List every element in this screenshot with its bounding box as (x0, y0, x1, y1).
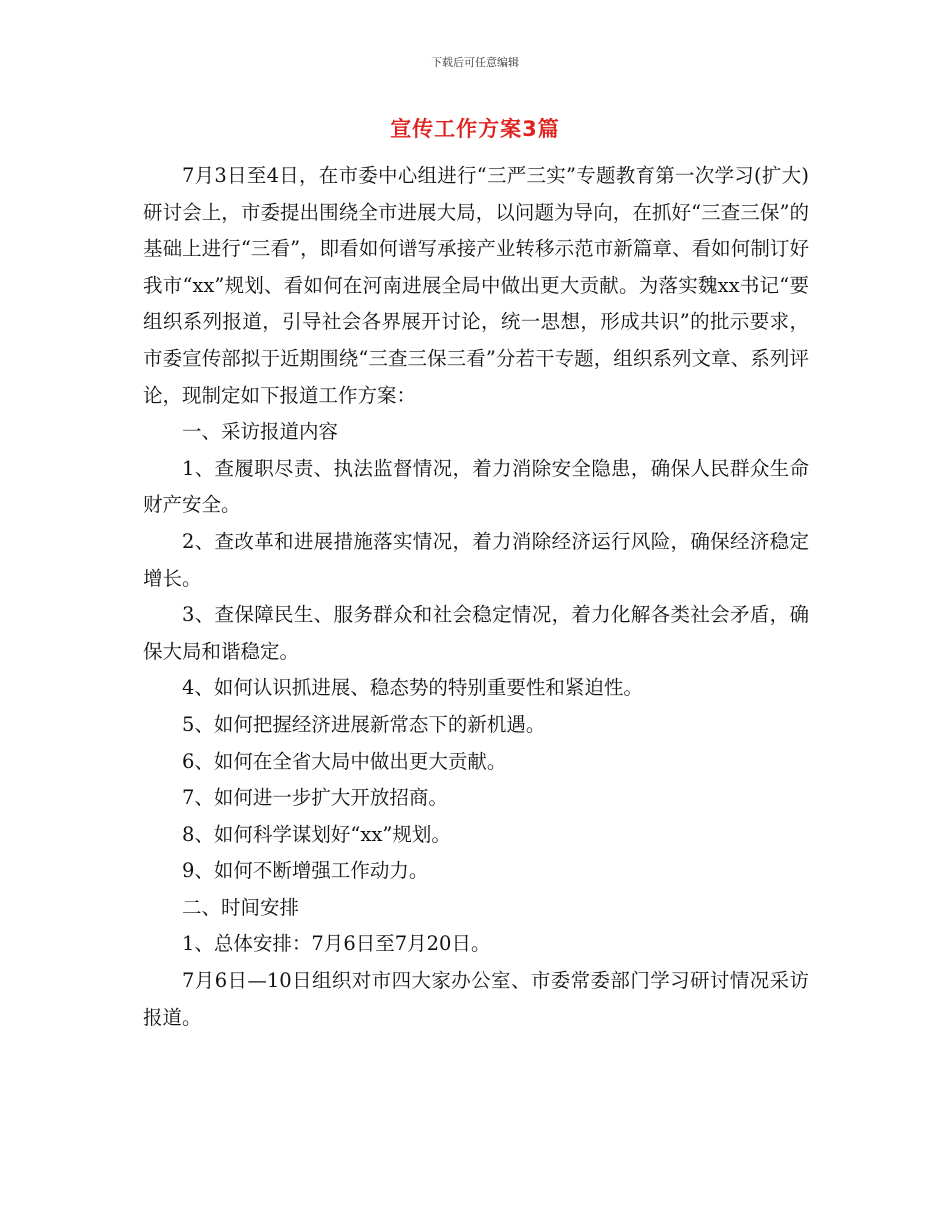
list-item: 8、如何科学谋划好“xx”规划。 (182, 822, 451, 846)
list-item: 1、查履职尽责、执法监督情况，着力消除安全隐患，确保人民群众生命财产安全。 (143, 456, 809, 517)
section-heading-content: 一、采访报道内容 (182, 420, 339, 444)
list-item: 9、如何不断增强工作动力。 (182, 859, 429, 883)
document-body (143, 158, 809, 1036)
download-note: 下载后可任意编辑 (431, 56, 519, 69)
list-item: 6、如何在全省大局中做出更大贡献。 (182, 749, 507, 773)
intro-paragraph: 7月3日至4日，在市委中心组进行“三严三实”专题教育第一次学习(扩大)研讨会上，市委提出围绕全市进展大局，以问题为导向，在抓好“三查三保”的基础上进行“三看”，即看如何谱写承接产业转移示范市新篇章、看如何制订好我市“xx”规划、看如何在河南进展全局中做出更大贡献。为落实魏xx书记“要组织系列报道，引导社会各界展开讨论，统一思想，形成共识”的批示要求，市委宣传部拟于近期围绕“三查三保三看”分若干专题，组织系列文章、系列评论，现制定如下报道工作方案： (143, 164, 809, 407)
list-item: 2、查改革和进展措施落实情况，着力消除经济运行风险，确保经济稳定增长。 (143, 529, 809, 590)
list-item: 3、查保障民生、服务群众和社会稳定情况，着力化解各类社会矛盾，确保大局和谐稳定。 (143, 603, 809, 663)
schedule-item: 1、总体安排：7月6日至7月20日。 (182, 932, 491, 956)
section-heading-schedule: 二、时间安排 (182, 895, 300, 919)
list-item: 5、如何把握经济进展新常态下的新机遇。 (182, 712, 546, 736)
list-item: 7、如何进一步扩大开放招商。 (182, 786, 448, 810)
list-item: 4、如何认识抓进展、稳态势的特别重要性和紧迫性。 (182, 676, 643, 700)
document-title: 宣传工作方案3篇 (390, 117, 560, 141)
schedule-paragraph: 7月6日—10日组织对市四大家办公室、市委常委部门学习研讨情况采访报道。 (143, 969, 809, 1029)
